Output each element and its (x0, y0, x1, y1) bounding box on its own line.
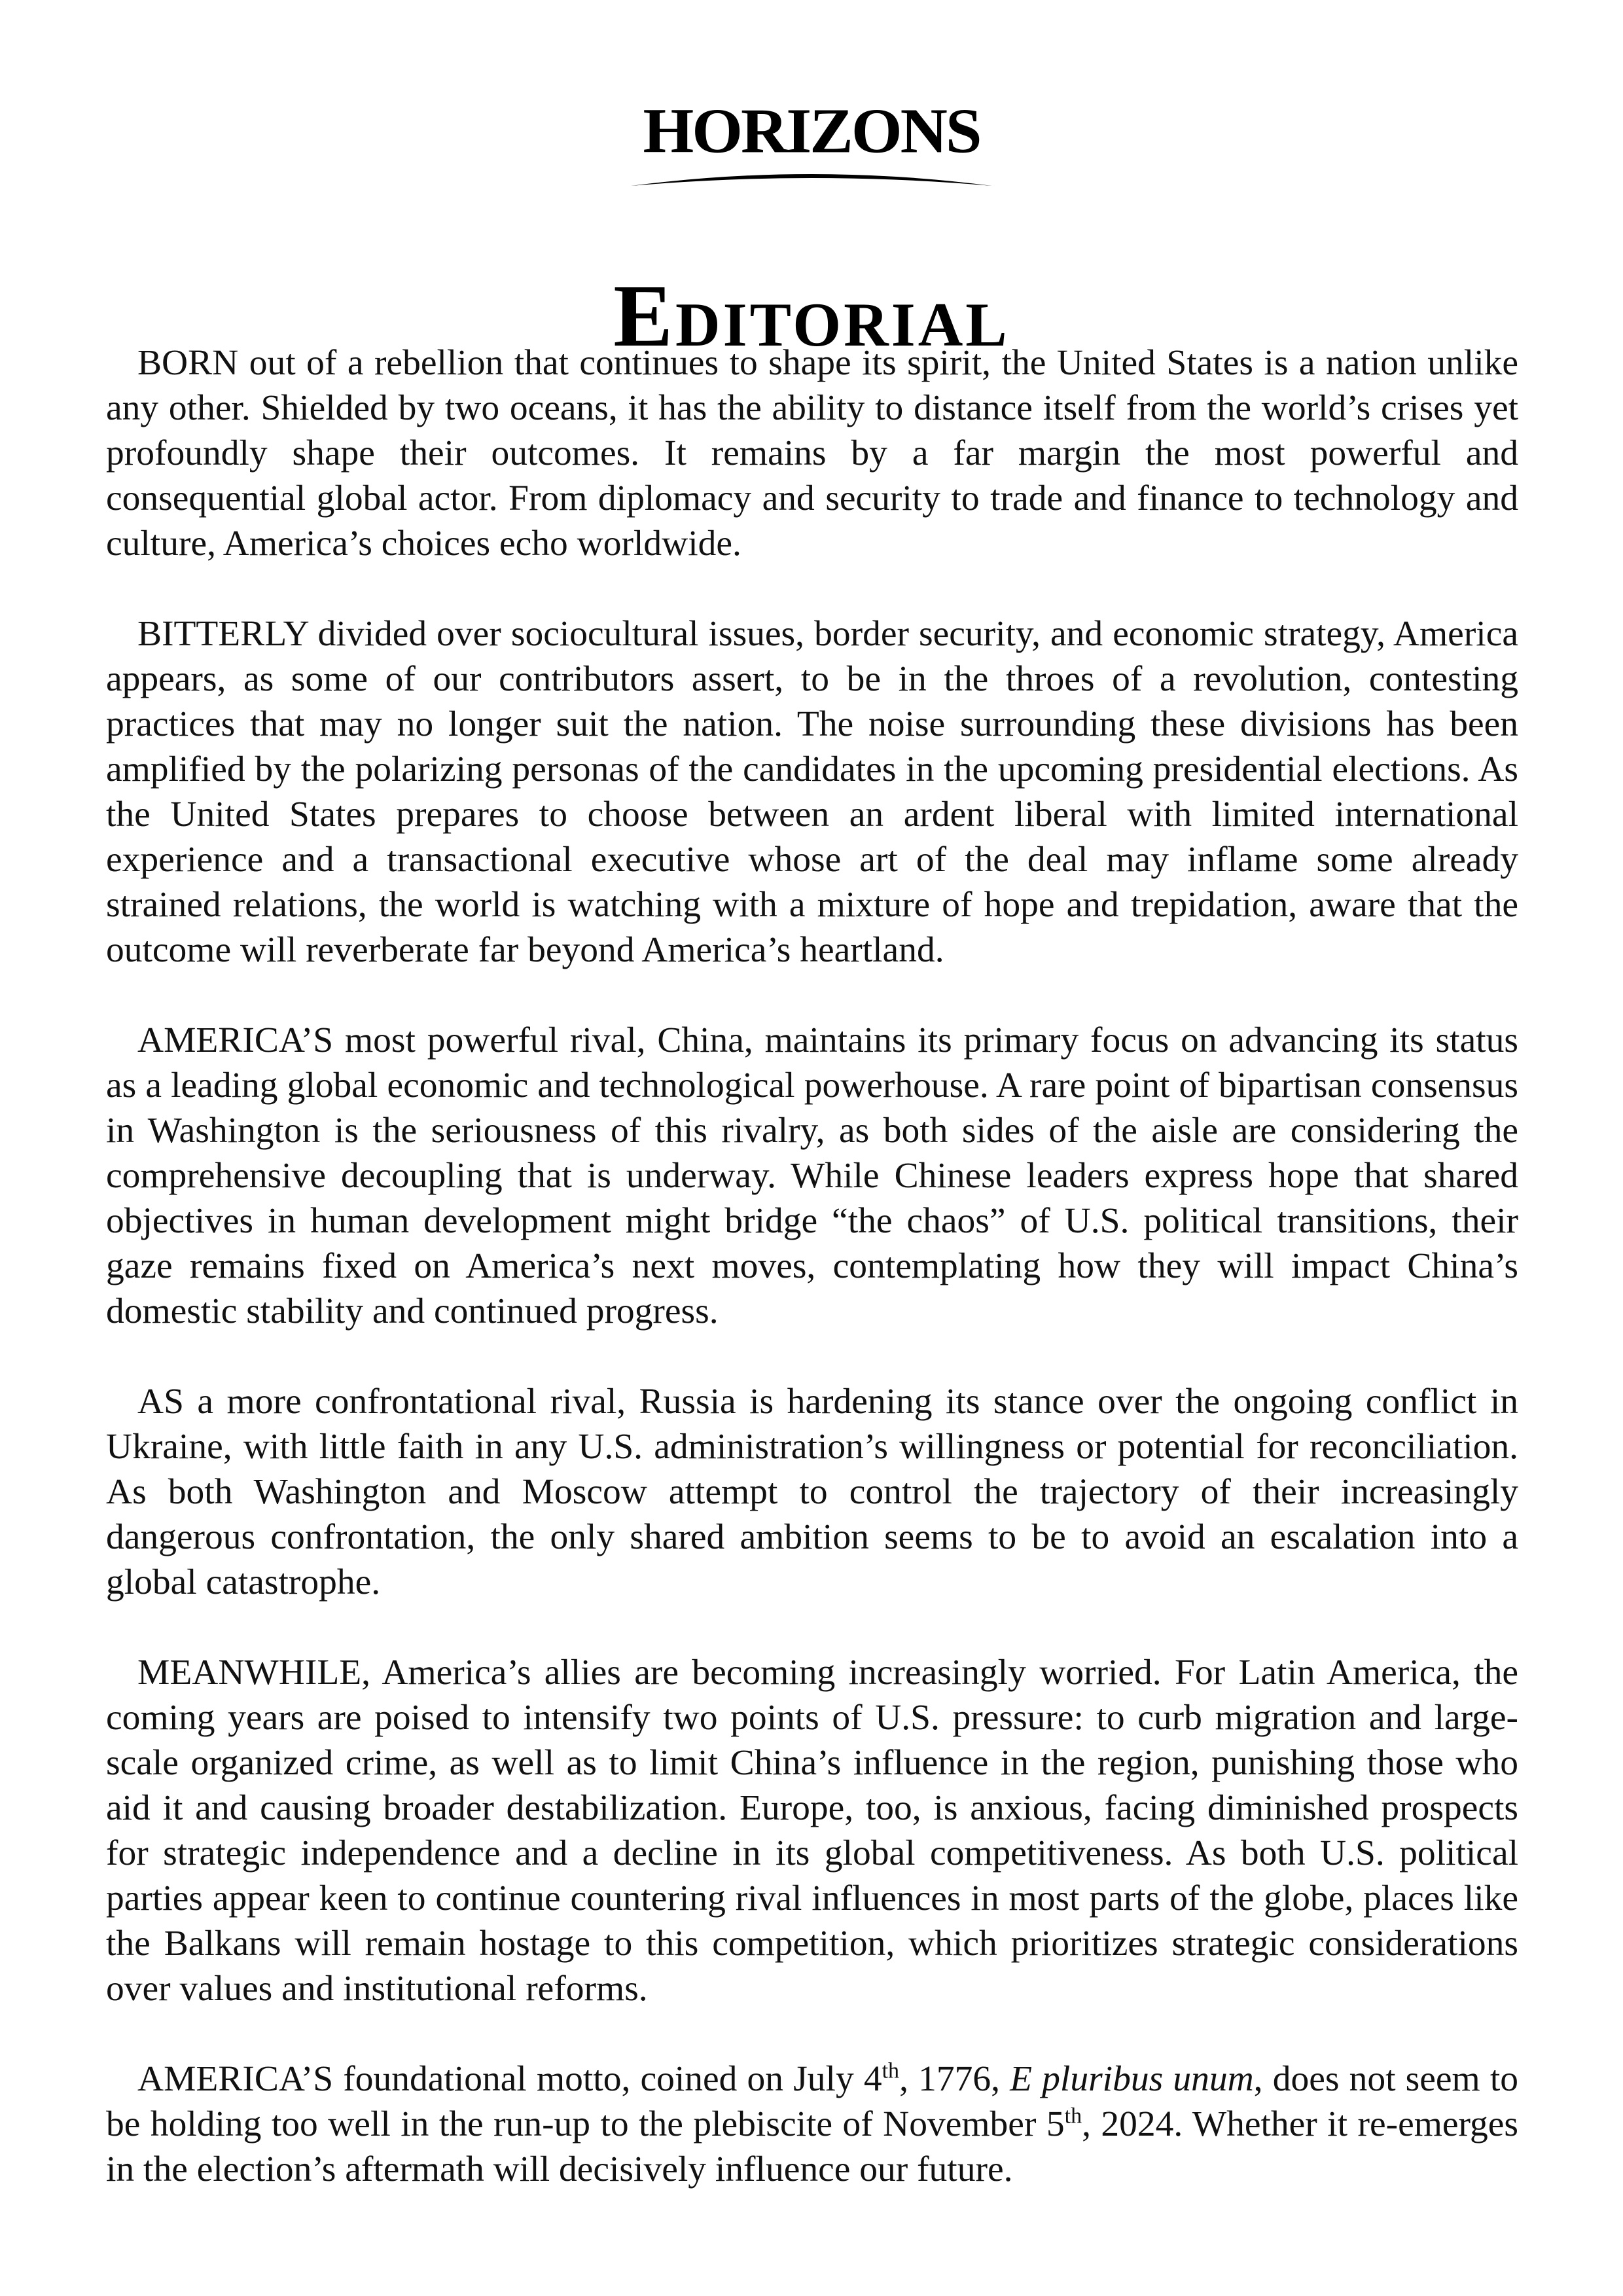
paragraph-6 (106, 2056, 1518, 2192)
paragraph-text: divided over sociocultural issues, border security, and economic strategy, America appears, as some of our contributors assert, to be in the throes of a revolution, contesting practices that may no longer suit the nation. The noise surrounding these divisions has been amplified by the polarizing personas of the candidates in the upcoming presidential elections. As the United States prepares to choose between an ardent liberal with limited international experience and a transactional executive whose art of the deal may inflame some already strained relations, the world is watching with a mixture of hope and trepidation, aware that the outcome will reverberate far beyond America’s heartland. (106, 614, 1518, 970)
masthead (0, 95, 1623, 188)
logo-swoosh-icon (628, 166, 995, 188)
paragraph-text: foundational motto, coined on July 4 (333, 2059, 882, 2099)
ordinal-suffix: th (1064, 2104, 1082, 2128)
paragraph-4 (106, 1379, 1518, 1605)
paragraph-1 (106, 340, 1518, 566)
ordinal-suffix: th (882, 2058, 900, 2083)
horizons-logo: HORIZONS (643, 95, 980, 166)
page-title: Editorial (613, 267, 1010, 366)
paragraph-lead: BORN (137, 343, 239, 383)
paragraph-5 (106, 1650, 1518, 2011)
paragraph-text: America’s allies are becoming increasingly worried. For Latin America, the coming years are poised to intensify two points of U.S. pressure: to curb migration and large-scale organized crime, as well as to limit China’s influence in the region, punishing those who aid it and causing broader destabilization. Europe, too, is anxious, facing diminished prospects for strategic independence and a decline in its global competitiveness. As both U.S. political parties appear keen to continue countering rival influences in most parts of the globe, places like the Balkans will remain hostage to this competition, which prioritizes strategic considerations over values and institutional reforms. (106, 1653, 1518, 2009)
paragraph-text: most powerful rival, China, maintains its primary focus on advancing its status as a leading global economic and technological powerhouse. A rare point of bipartisan consensus in Washington is the seriousness of this rivalry, as both sides of the aisle are considering the comprehensive decoupling that is underway. While Chinese leaders express hope that shared objectives in human development might bridge “the chaos” of U.S. political transitions, their gaze remains fixed on America’s next moves, contemplating how they will impact China’s domestic stability and continued progress. (106, 1020, 1518, 1331)
paragraph-text: a more confrontational rival, Russia is hardening its stance over the ongoing conflict in Ukraine, with little faith in any U.S. administration’s willingness or potential for reconciliation. As both Washington and Moscow attempt to control the trajectory of their increasingly dangerous confrontation, the only shared ambition seems to be to avoid an escalation into a global catastrophe. (106, 1382, 1518, 1602)
paragraph-text: , 1776, (899, 2059, 1010, 2099)
paragraph-2 (106, 611, 1518, 973)
paragraph-text: , does not seem to be holding too well in the run-up to the plebiscite of November 5 (106, 2059, 1518, 2144)
paragraph-lead: AS (137, 1382, 184, 1422)
paragraph-text: , 2024. Whether it re-emerges in the election’s aftermath will decisively influence our future. (106, 2104, 1518, 2189)
paragraph-lead: AMERICA’S (137, 1020, 334, 1060)
paragraph-lead: BITTERLY (137, 614, 308, 654)
paragraph-text: out of a rebellion that continues to shape its spirit, the United States is a nation unlike any other. Shielded by two oceans, it has the ability to distance itself from the world’s crises yet profoundly shape their outcomes. It remains by a far margin the most powerful and consequential global actor. From diplomacy and security to trade and finance to technology and culture, America’s choices echo worldwide. (106, 343, 1518, 564)
paragraph-lead: MEANWHILE, (137, 1653, 371, 1693)
paragraph-3 (106, 1018, 1518, 1334)
paragraph-lead: AMERICA’S (137, 2059, 334, 2099)
editorial-body (106, 340, 1518, 2192)
motto-italic: E pluribus unum (1010, 2059, 1254, 2099)
